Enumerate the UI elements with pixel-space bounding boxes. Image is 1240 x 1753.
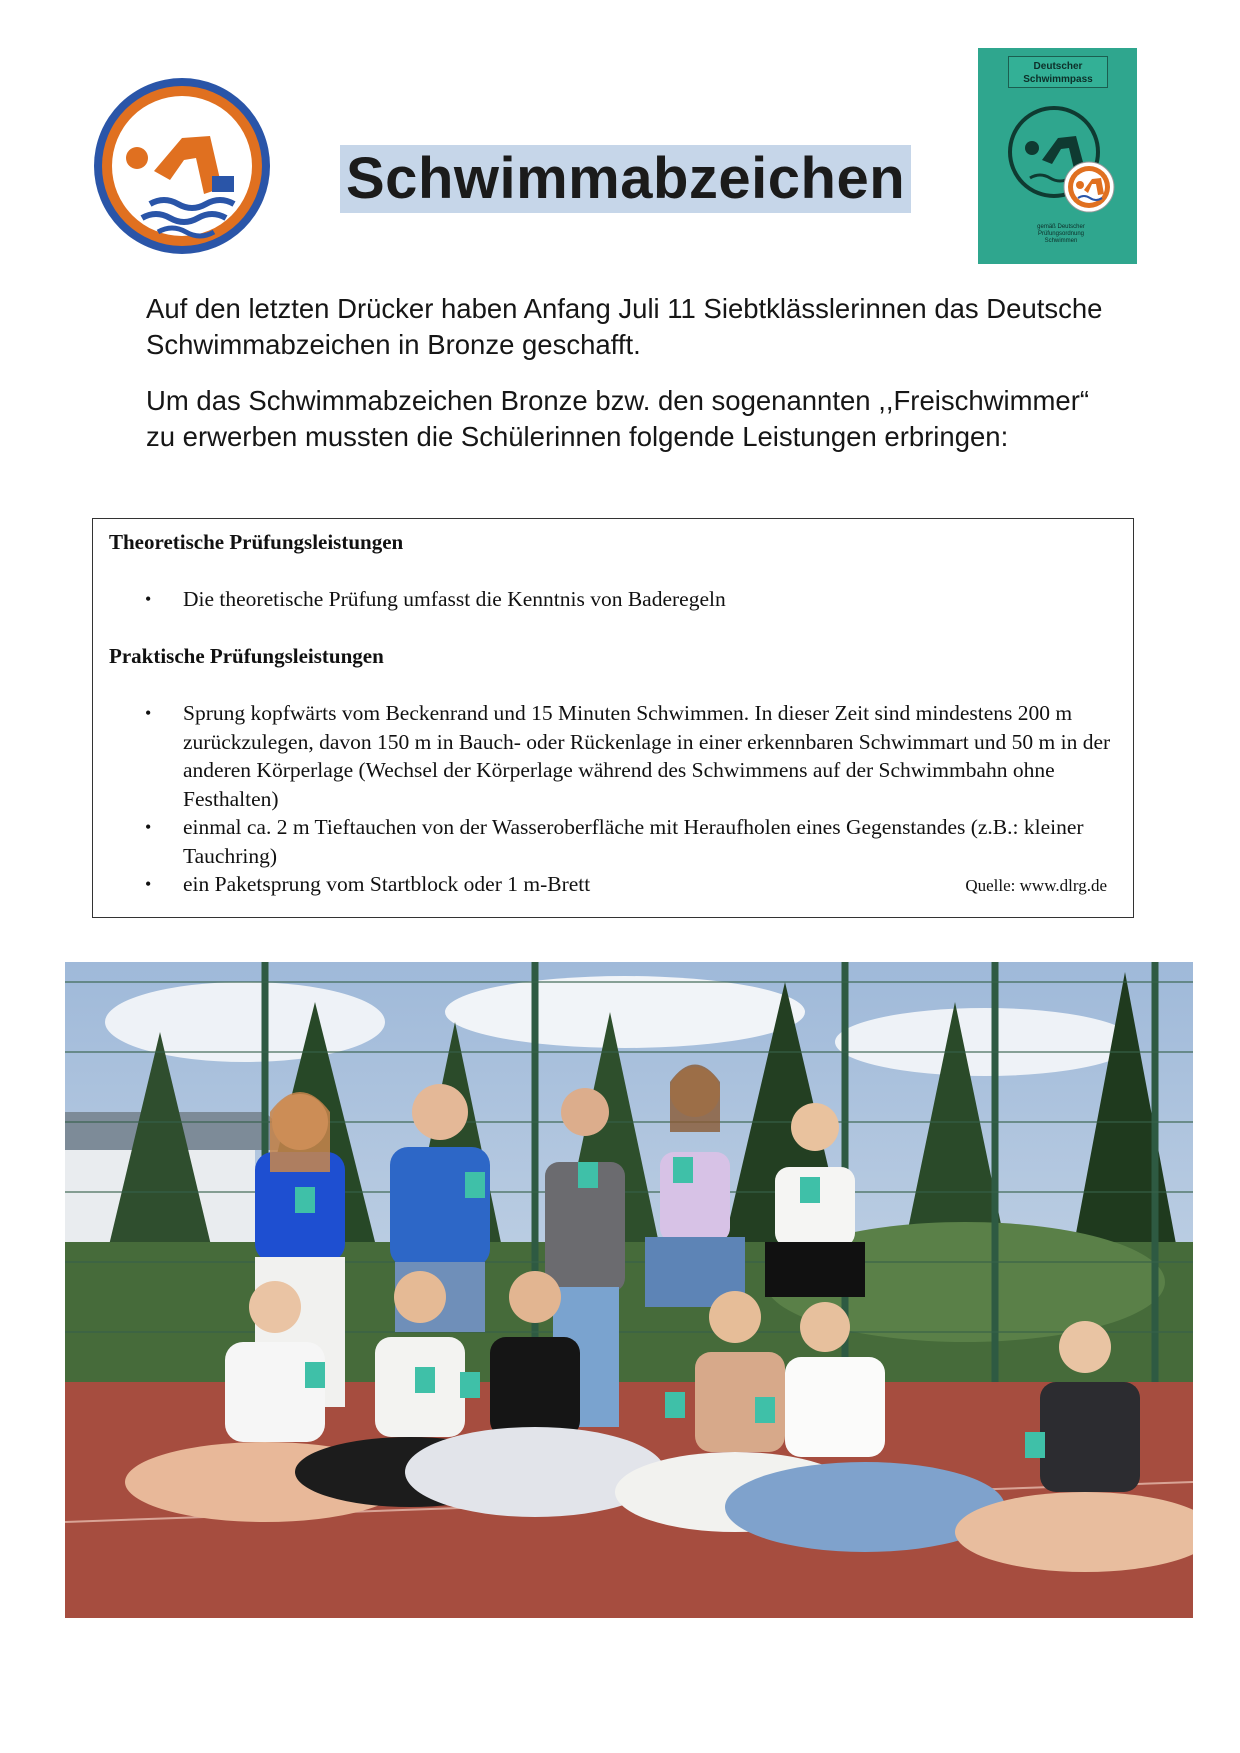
schwimmpass-emblem-icon bbox=[1006, 104, 1116, 214]
list-item bbox=[145, 585, 1113, 614]
bullet-icon: • bbox=[145, 703, 152, 723]
page-title-highlight bbox=[340, 145, 911, 213]
intro-paragraph-2: Um das Schwimmabzeichen Bronze bzw. den sogenannten ,,Freischwimmer“ zu erwerben mussten die Schülerinnen folgende Leistungen erbringen: bbox=[146, 385, 1090, 452]
practice-item-text: einmal ca. 2 m Tieftauchen von der Wasseroberfläche mit Heraufholen eines Gegenstandes (z.B.: kleiner Tauchring) bbox=[183, 815, 1084, 868]
group-photo bbox=[65, 962, 1193, 1618]
practice-heading: Praktische Prüfungsleistungen bbox=[109, 644, 384, 668]
page-title: Schwimmabzeichen bbox=[346, 146, 906, 211]
schwimmpass-subtitle-line2: Prüfungsordnung bbox=[1037, 231, 1085, 237]
intro-paragraph-1: Auf den letzten Drücker haben Anfang Juli 11 Siebtklässlerinnen das Deutsche Schwimmabzeichen in Bronze geschafft. bbox=[146, 293, 1103, 360]
source-citation: Quelle: www.dlrg.de bbox=[965, 876, 1107, 895]
bullet-icon: • bbox=[145, 874, 152, 894]
theory-heading: Theoretische Prüfungsleistungen bbox=[109, 530, 404, 554]
schwimmpass-booklet bbox=[978, 48, 1137, 264]
requirements-box bbox=[92, 518, 1134, 918]
schwimmpass-label bbox=[1008, 56, 1108, 88]
schwimmpass-subtitle bbox=[1026, 224, 1096, 245]
schwimmabzeichen-badge-icon bbox=[92, 76, 272, 256]
schwimmpass-label-line1: Deutscher bbox=[1033, 61, 1083, 72]
list-item bbox=[145, 699, 1113, 813]
schwimmpass-subtitle-line3: Schwimmen bbox=[1044, 238, 1078, 244]
schwimmpass-subtitle-line1: gemäß Deutscher bbox=[1037, 224, 1085, 230]
bullet-icon: • bbox=[145, 589, 152, 609]
practice-item-text: Sprung kopfwärts vom Beckenrand und 15 Minuten Schwimmen. In dieser Zeit sind mindestens 200 m zurückzulegen, davon 150 m in Bauch- oder Rückenlage in einer erkennbaren Schwimmart und 50 m in der anderen Körperlage (Wechsel der Körperlage während des Schwimmens auf der Schwimmbahn ohne Festhalten) bbox=[183, 701, 1111, 811]
schwimmpass-label-line2: Schwimmpass bbox=[1023, 74, 1093, 85]
bullet-icon: • bbox=[145, 817, 152, 837]
practice-item-text: ein Paketsprung vom Startblock oder 1 m-Brett bbox=[183, 872, 591, 896]
list-item bbox=[145, 813, 1113, 870]
theory-item-text: Die theoretische Prüfung umfasst die Kenntnis von Baderegeln bbox=[183, 587, 726, 611]
